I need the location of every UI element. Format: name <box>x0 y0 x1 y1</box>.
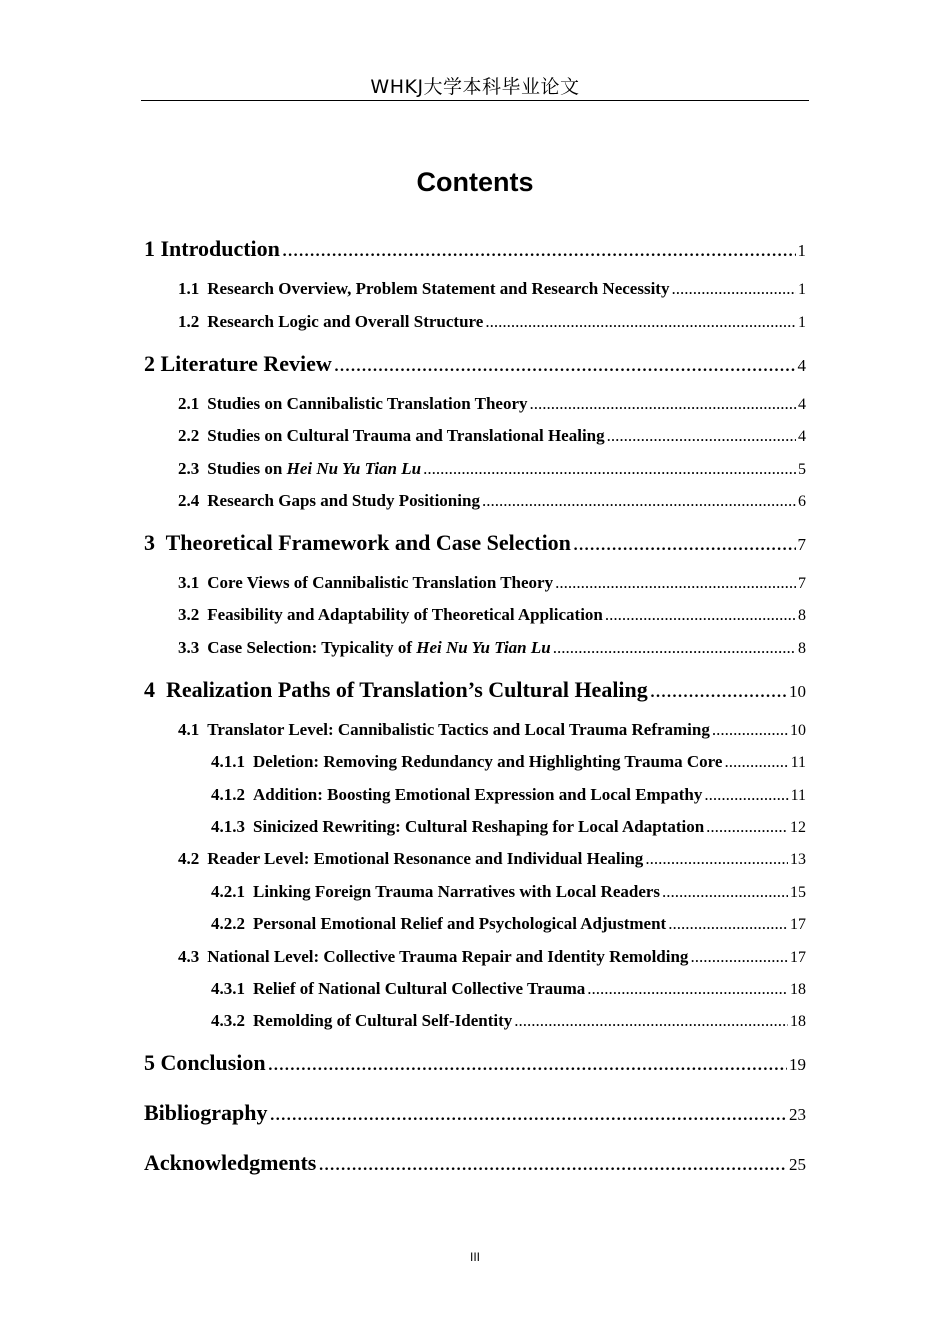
leader-dots <box>712 718 788 742</box>
toc-entry-number: 1 <box>144 236 155 261</box>
toc-entry-number: 4.1.2 <box>211 785 245 804</box>
toc-entry-label <box>178 489 480 513</box>
toc-entry-title: Addition: Boosting Emotional Expression and Local Empathy <box>253 785 703 804</box>
toc-entry-page: 10 <box>789 682 806 701</box>
page-header <box>141 74 809 100</box>
toc-entry[interactable] <box>144 1099 806 1129</box>
toc-entry-label <box>178 945 688 969</box>
toc-entry[interactable] <box>144 1049 806 1079</box>
toc-entry-label <box>211 1009 512 1033</box>
toc-entry-number: 4.3.2 <box>211 1011 245 1030</box>
toc-entry[interactable] <box>178 310 806 335</box>
toc-entry-number: 3.2 <box>178 605 200 624</box>
toc-entry-label <box>144 1099 267 1127</box>
toc-entry-page: 11 <box>790 754 806 771</box>
toc-entry-label <box>178 718 710 742</box>
toc-entry-page: 8 <box>798 607 806 624</box>
toc-entry[interactable] <box>211 783 806 808</box>
toc-entry[interactable] <box>178 277 806 302</box>
toc-entry-label <box>144 350 332 378</box>
leader-dots <box>269 1099 787 1127</box>
leader-dots <box>268 1049 787 1077</box>
toc-entry[interactable] <box>178 636 806 661</box>
toc-entry[interactable] <box>211 912 806 937</box>
toc-entry-title: Personal Emotional Relief and Psychological Adjustment <box>253 914 667 933</box>
toc-entry-page: 25 <box>789 1155 806 1174</box>
toc-entry-page: 17 <box>790 949 806 966</box>
toc-entry[interactable] <box>211 977 806 1002</box>
leader-dots <box>530 392 797 416</box>
toc-entry-title: Relief of National Cultural Collective Trauma <box>253 979 586 998</box>
leader-dots <box>605 603 796 627</box>
toc-entry[interactable] <box>144 235 806 265</box>
leader-dots <box>662 880 788 904</box>
toc-entry[interactable] <box>178 847 806 872</box>
toc-entry-label <box>178 277 669 301</box>
toc-entry-page: 5 <box>798 461 806 478</box>
toc-entry-page: 1 <box>798 281 806 298</box>
toc-entry-page: 11 <box>790 787 806 804</box>
leader-dots <box>553 636 796 660</box>
leader-dots <box>690 945 788 969</box>
leader-dots <box>724 750 788 774</box>
toc-entry-title: Conclusion <box>160 1050 266 1075</box>
toc-entry-title: Bibliography <box>144 1100 268 1125</box>
toc-entry-page: 10 <box>790 722 806 739</box>
header-rule <box>141 100 809 101</box>
toc-entry-title: Reader Level: Emotional Resonance and Individual Healing <box>207 849 644 868</box>
toc-entry-label <box>178 392 528 416</box>
toc-entry-number: 1.2 <box>178 312 200 331</box>
toc-entry-page: 15 <box>790 884 806 901</box>
toc-entry-number: 4.1.3 <box>211 817 245 836</box>
toc-entry-title: National Level: Collective Trauma Repair and Identity Remolding <box>207 947 689 966</box>
toc-entry-italic-title: Hei Nu Yu Tian Lu <box>416 638 551 657</box>
toc-entry-page: 13 <box>790 851 806 868</box>
toc-entry-title: Linking Foreign Trauma Narratives with Local Readers <box>253 882 661 901</box>
toc-entry-page: 8 <box>798 640 806 657</box>
toc-entry-label <box>211 880 660 904</box>
toc-entry-title: Acknowledgments <box>144 1150 317 1175</box>
toc-entry-number: 3 <box>144 530 155 555</box>
toc-entry[interactable] <box>178 945 806 970</box>
leader-dots <box>334 350 796 378</box>
leader-dots <box>706 815 788 839</box>
leader-dots <box>573 529 796 557</box>
toc-entry-title: Introduction <box>160 236 280 261</box>
toc-entry-number: 2.3 <box>178 459 200 478</box>
toc-entry-title: Case Selection: Typicality of <box>207 638 417 657</box>
toc-entry-page: 6 <box>798 493 806 510</box>
toc-entry-title: Studies on Cultural Trauma and Translational Healing <box>207 426 605 445</box>
toc-entry-label <box>178 847 643 871</box>
toc-entry-number: 2.4 <box>178 491 200 510</box>
toc-entry-page: 4 <box>798 428 806 445</box>
toc-entry-number: 4.1 <box>178 720 200 739</box>
leader-dots <box>485 310 796 334</box>
toc-entry-title: Remolding of Cultural Self-Identity <box>253 1011 513 1030</box>
toc-entry-label <box>144 529 571 557</box>
leader-dots <box>704 783 788 807</box>
toc-entry-title: Theoretical Framework and Case Selection <box>165 530 571 555</box>
toc-entry[interactable] <box>178 392 806 417</box>
toc-entry-number: 3.3 <box>178 638 200 657</box>
toc-entry-number: 4.3.1 <box>211 979 245 998</box>
toc-entry-label <box>144 676 648 704</box>
toc-entry-page: 4 <box>797 356 806 375</box>
toc-entry[interactable] <box>211 815 806 840</box>
leader-dots <box>482 489 796 513</box>
toc-entry-label <box>178 310 483 334</box>
toc-entry[interactable] <box>144 676 806 706</box>
toc-entry-page: 1 <box>798 314 806 331</box>
leader-dots <box>671 277 796 301</box>
toc-entry-number: 4.1.1 <box>211 752 245 771</box>
toc-entry[interactable] <box>211 880 806 905</box>
leader-dots <box>514 1009 788 1033</box>
leader-dots <box>668 912 788 936</box>
leader-dots <box>423 457 796 481</box>
leader-dots <box>645 847 788 871</box>
toc-entry[interactable] <box>178 603 806 628</box>
leader-dots <box>650 676 787 704</box>
toc-entry[interactable] <box>144 350 806 380</box>
toc-entry-label <box>178 636 551 660</box>
page-title: Contents <box>416 167 534 197</box>
toc-entry-page: 12 <box>790 819 806 836</box>
toc-entry[interactable] <box>211 750 806 775</box>
toc-entry-number: 2.1 <box>178 394 200 413</box>
toc-entry-number: 4 <box>144 677 155 702</box>
toc-entry[interactable] <box>211 1009 806 1034</box>
toc-entry[interactable] <box>178 457 806 482</box>
toc-entry-page: 4 <box>798 396 806 413</box>
toc-entry-italic-title: Hei Nu Yu Tian Lu <box>286 459 422 478</box>
toc-entry[interactable] <box>178 424 806 449</box>
toc-entry-title: Studies on <box>207 459 287 478</box>
toc-entry-label <box>178 457 421 481</box>
toc-entry-page: 23 <box>789 1105 806 1124</box>
toc-entry-number: 1.1 <box>178 279 200 298</box>
toc-entry-label <box>144 1149 316 1177</box>
toc-entry-title: Research Logic and Overall Structure <box>207 312 484 331</box>
toc-entry-label <box>178 603 603 627</box>
page-number: III <box>469 1250 480 1264</box>
leader-dots <box>282 235 796 263</box>
toc-entry-page: 18 <box>790 1013 806 1030</box>
toc-entry-number: 4.2.2 <box>211 914 245 933</box>
toc-entry-page: 19 <box>789 1055 806 1074</box>
toc-entry-label <box>211 783 702 807</box>
toc-entry-page: 7 <box>798 575 806 592</box>
toc-entry-title: Research Gaps and Study Positioning <box>207 491 480 510</box>
toc-entry[interactable] <box>144 529 806 559</box>
toc-entry-title: Feasibility and Adaptability of Theoretical Application <box>207 605 603 624</box>
toc-entry-page: 17 <box>790 916 806 933</box>
toc-entry-page: 1 <box>797 241 806 260</box>
toc-entry-title: Realization Paths of Translation’s Cultural Healing <box>166 677 648 702</box>
toc-entry-title: Translator Level: Cannibalistic Tactics and Local Trauma Reframing <box>207 720 710 739</box>
toc-entry-title: Research Overview, Problem Statement and Research Necessity <box>207 279 670 298</box>
leader-dots <box>318 1149 787 1177</box>
toc-entry-number: 4.2.1 <box>211 882 245 901</box>
toc-entry-label <box>178 424 605 448</box>
toc-entry-title: Sinicized Rewriting: Cultural Reshaping for Local Adaptation <box>253 817 705 836</box>
toc-entry-page: 18 <box>790 981 806 998</box>
toc-entry-number: 4.2 <box>178 849 200 868</box>
leader-dots <box>587 977 788 1001</box>
toc-entry-label <box>211 815 704 839</box>
toc-entry-number: 3.1 <box>178 573 200 592</box>
toc-entry-number: 4.3 <box>178 947 200 966</box>
toc-entry-label <box>211 912 666 936</box>
header-text: WHKJ大学本科毕业论文 <box>370 76 580 98</box>
toc-entry-number: 5 <box>144 1050 155 1075</box>
toc-entry-title: Studies on Cannibalistic Translation Theory <box>207 394 528 413</box>
toc-entry[interactable] <box>144 1149 806 1179</box>
leader-dots <box>555 571 796 595</box>
toc-entry-label <box>178 571 553 595</box>
toc-entry-title: Deletion: Removing Redundancy and Highlighting Trauma Core <box>253 752 723 771</box>
toc-entry-title: Core Views of Cannibalistic Translation Theory <box>207 573 554 592</box>
toc-entry-number: 2.2 <box>178 426 200 445</box>
toc-entry[interactable] <box>178 571 806 596</box>
toc-entry[interactable] <box>178 718 806 743</box>
leader-dots <box>607 424 796 448</box>
toc-entry-number: 2 <box>144 351 155 376</box>
toc-entry-label <box>211 750 722 774</box>
toc-entry-title: Literature Review <box>160 351 332 376</box>
toc-entry-label <box>144 235 280 263</box>
toc-entry-page: 7 <box>797 535 806 554</box>
toc-entry-label <box>211 977 585 1001</box>
toc-entry-label <box>144 1049 266 1077</box>
toc-entry[interactable] <box>178 489 806 514</box>
